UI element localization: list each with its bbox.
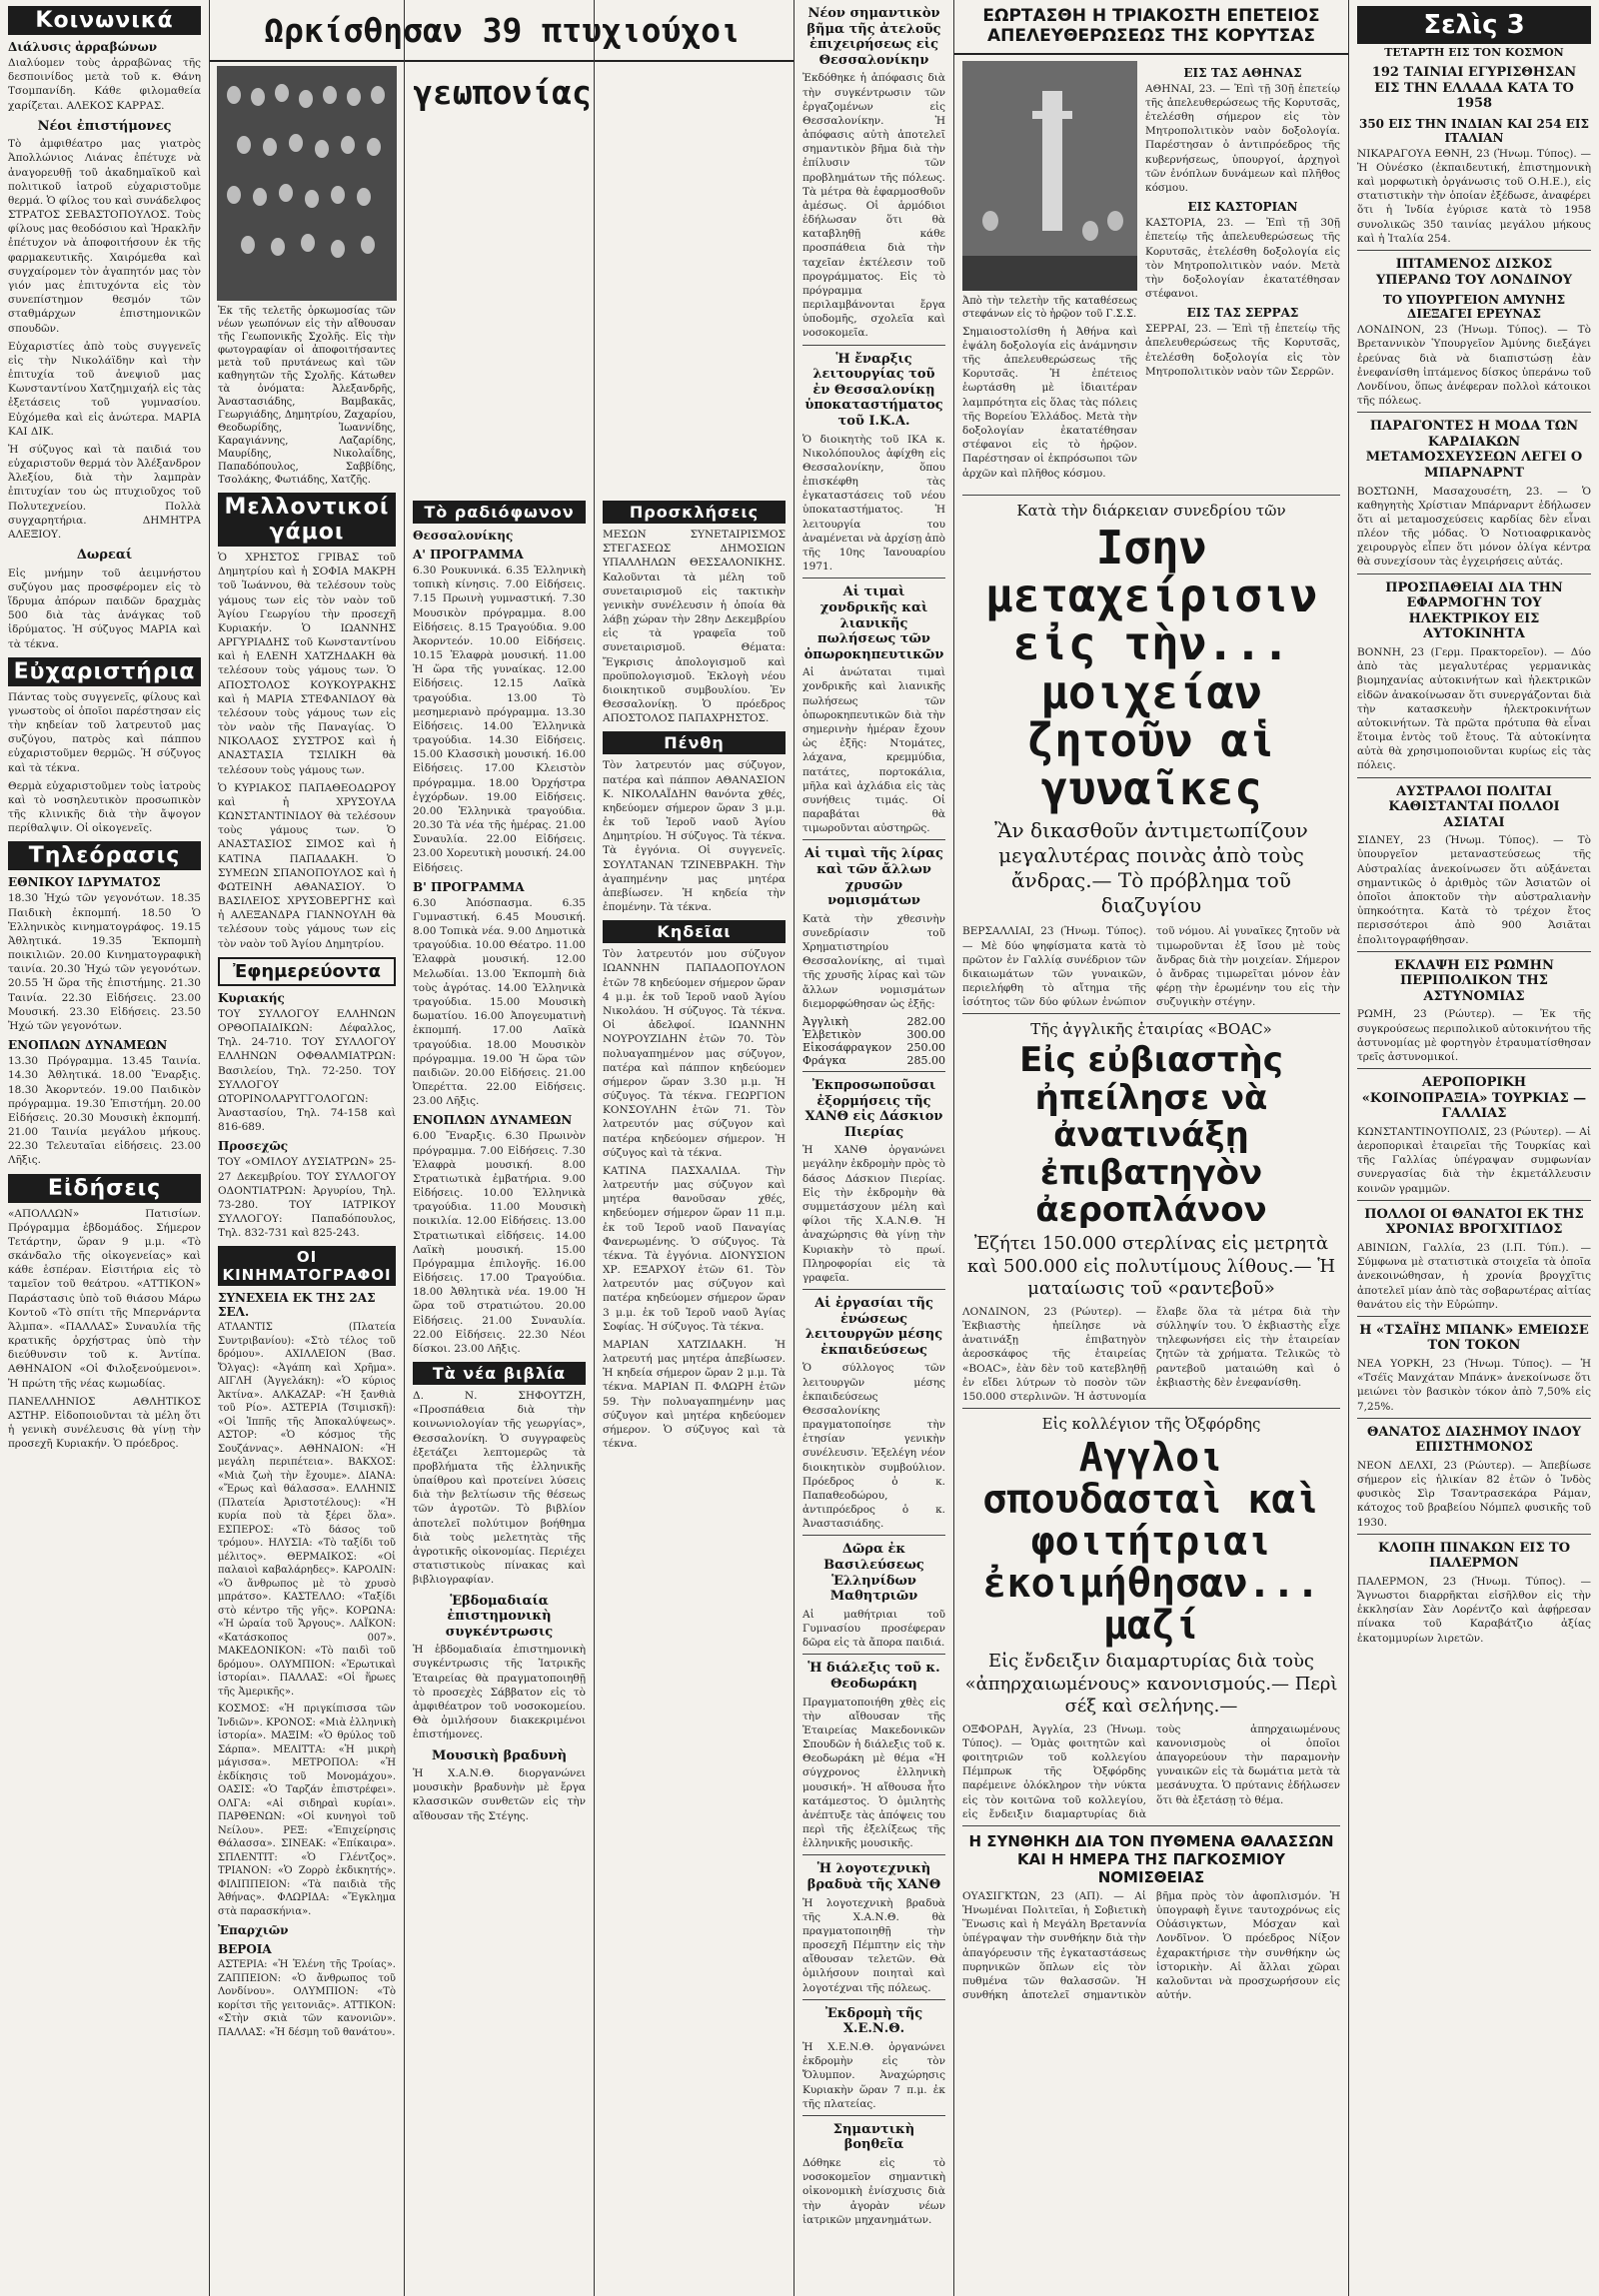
article-text: Αἱ μαθήτριαι τοῦ Γυμνασίου προσέφεραν δῶρα εἰς τὰ ἄπορα παιδιά. — [802, 1608, 945, 1650]
article-text: ΠΑΝΕΛΛΗΝΙΟΣ ΑΘΛΗΤΙΚΟΣ ΑΣΤΗΡ. Εἰδοποιοῦνται τὰ μέλη ὅτι ἡ γενικὴ συνέλευσις θὰ γίνῃ τὴν προσεχῆ Κυριακήν. Ὁ πρόεδρος. — [8, 1395, 201, 1451]
price-row: Φράγκα 285.00 — [802, 1053, 945, 1067]
cinema-listing: ΑΣΤΕΡΙΑ: «Ἡ Ἑλένη τῆς Τροίας». ΖΑΠΠΕΙΟΝ: «Ὁ ἄνθρωπος τοῦ Λονδίνου». ΟΛΥΜΠΙΟΝ: «Τὸ κορίτσι τῆς γειτονιᾶς». ΑΤΤΙΚΟΝ: «Στὴν σκιὰ τῶν κανονιῶν». ΠΑΛΛΑΣ: «Ἡ δέσμη τοῦ θανάτου». — [218, 1959, 396, 2038]
article-text: «ΑΠΟΛΛΩΝ» Πατισίων. Πρόγραμμα ἑβδομάδος. Σήμερον Τετάρτην, ὥραν 9 μ.μ. «Τὸ σκάνδαλο τῆς οἰκογενείας» καὶ κάθε ἑσπέραν. Εἰσιτήρια εἰς τὸ ταμεῖον τοῦ θεάτρου. «ΑΤΤΙΚΟΝ» Παράστασις ὑπὸ τοῦ θιάσου Μάρω Κοντοῦ «Τὸ σπίτι τῆς Μπερνάρντα Άλμπα». «ΠΑΛΛΑΣ» Συναυλία τῆς κρατικῆς ὀρχήστρας ὑπὸ τὴν διεύθυνσιν τοῦ κ. Ἀντίπα. ΑΘΗΝΑΙΟΝ «Οἱ Φιλοξενούμενοι». Ἡ πρώτη τῆς νέας κωμωδίας. — [8, 1207, 201, 1390]
article-headline: ΠΟΛΛΟΙ ΟΙ ΘΑΝΑΤΟΙ ΕΚ ΤΗΣ ΧΡΟΝΙΑΣ ΒΡΟΓΧΙΤΙΔΟΣ — [1364, 1206, 1584, 1238]
article-text: ΠΑΛΕΡΜΟΝ, 23 (Ἠνωμ. Τύπος). — Ἄγνωστοι διαρρῆκται εἰσῆλθον εἰς τὴν ἐκκλησίαν Σὰν Λορέντζο καὶ ἀφῄρεσαν πίνακα τοῦ Καραβάτζιο ἀξίας ἑκατομμυρίων λιρετῶν. — [1357, 1575, 1591, 1645]
article-text: ΜΑΡΙΑΝ ΧΑΤΖΙΔΑΚΗ. Ἡ λατρευτή μας μητέρα ἀπεβίωσεν. Ἡ κηδεία σήμερον ὥραν 2 μ.μ. Τὰ τέκνα. ΜΑΡΙΑΝ Π. ΦΛΩΡΗ ἐτῶν 59. Τὴν πολυαγαπημένην μας σύζυγον καὶ μητέρα κηδεύομεν σήμερον. Ὁ σύζυγος καὶ τὰ τέκνα. — [603, 1338, 786, 1451]
article-text: ΟΞΦΟΡΔΗ, Ἀγγλία, 23 (Ἠνωμ. Τύπος). — Ὁμὰς φοιτητῶν καὶ φοιτητριῶν τοῦ κολλεγίου Πέμπρωκ τῆς Ὀξφόρδης παρέμεινε ὁλόκληρον τὴν νύκτα εἰς τὸν κοιτῶνα τοῦ κολλεγίου, εἰς ἔνδειξιν διαμαρτυρίας διὰ τοὺς ἀπηρχαιωμένους κανονισμοὺς οἱ ὁποῖοι ἀπαγορεύουν τὴν παραμονὴν γυναικῶν εἰς τὰ δωμάτια μετὰ τὰ μεσάνυχτα. Ὁ πρύτανις ἐδήλωσεν ὅτι θὰ ἐξετάσῃ τὸ θέμα. — [962, 1722, 1340, 1820]
column-1 — [0, 0, 210, 2296]
cinema-listing: ΑΤΛΑΝΤΙΣ (Πλατεία Συντριβανίου): «Στὸ τέλος τοῦ δρόμου». ΑΧΙΛΛΕΙΟΝ (Βασ. Ὄλγας): «Ἀγάπη καὶ Χρῆμα». ΑΙΓΛΗ (Ἀγγελάκη): «Ὁ κύριος Ἀκτίνα». ΑΛΚΑΖΑΡ: «Ἡ ξανθιὰ τοῦ Ρίο». ΑΣΤΕΡΙΑ (Τσιμισκῆ): «Οἱ Ἱππῆς τῆς Ἀποκαλύψεως». ΑΣΤΟΡ: «Ὁ κόσμος τῆς Σουζάννας». ΑΘΗΝΑΙΟΝ: «Ἡ μεγάλη περιπέτεια». ΒΑΚΧΟΣ: «Μιὰ ζωὴ τὴν ἔχουμε». ΔΙΑΝΑ: «Ἔρως καὶ θάλασσα». ΕΛΛΗΝΙΣ (Πλατεία Ἀριστοτέλους): «Ἡ κυρία ποὺ τὰ ξέρει ὅλα». ΕΣΠΕΡΟΣ: «Τὸ δάσος τοῦ τρόμου». ΗΛΥΣΙΑ: «Τὸ ταξίδι τοῦ μέλιτος». ΘΕΡΜΑΙΚΟΣ: «Οἱ παλαιοὶ καβαλάρηδες». ΚΑΡΟΛΙΝ: «Ὁ ἄνθρωπος μὲ τὸ χρυσὸ μπράτσο». ΚΑΣΤΕΛΛΟ: «Ταξίδι στὸ κέντρο τῆς γῆς». ΚΟΡΩΝΑ: «Ἡ ὡραία τοῦ Ἄργους». ΛΑΪΚΟΝ: «Κατάσκοπος 007». ΜΑΚΕΔΟΝΙΚΟΝ: «Τὸ παιδὶ τοῦ δρόμου». ΟΛΥΜΠΙΟΝ: «Ἐρωτικαὶ ἱστορίαι». ΠΑΛΛΑΣ: «Οἱ ἥρωες τῆς Ἀμερικῆς». — [218, 1322, 396, 1698]
subhead: ΕΙΣ ΚΑΣΤΟΡΙΑΝ — [1187, 200, 1298, 215]
article-headline: ΕΩΡΤΑΣΘΗ Η ΤΡΙΑΚΟΣΤΗ ΕΠΕΤΕΙΟΣ ΑΠΕΛΕΥΘΕΡΩΣΕΩΣ ΤΗΣ ΚΟΡΥΤΣΑΣ — [954, 0, 1348, 55]
article-text: Αἱ ἀνώταται τιμαὶ χονδρικῆς καὶ λιανικῆς πωλήσεως τῶν ὀπωροκηπευτικῶν διὰ τὴν σημερινὴν ἡμέραν ἔχουν ὡς ἑξῆς: Ντομάτες, λάχανα, κρεμμύδια, πατάτες, πορτοκάλια, μῆλα καὶ ἀχλάδια εἰς τὰς συνήθεις τιμάς. Οἱ παραβάται θὰ τιμωροῦνται αὐστηρῶς. — [802, 666, 945, 835]
subhead: Ἑβδομαδιαία ἐπιστημονικὴ συγκέντρωσις — [445, 1593, 554, 1640]
article-text: ΑΘΗΝΑΙ, 23. — Ἐπὶ τῇ 30ῇ ἐπετείῳ τῆς ἀπελευθερώσεως τῆς Κορυτσᾶς, ἐτελέσθη σήμερον εἰς τὸν Μητροπολιτικὸν ναὸν δοξολογία. Παρέστησαν ὁ ἀντιπρόεδρος τῆς κυβερνήσεως, ὑπουργοί, ἀρχηγοὶ τῶν ἐνόπλων δυνάμεων καὶ πλῆθος κόσμου. — [1145, 82, 1340, 194]
kicker: Εἰς κολλέγιον τῆς Ὀξφόρδης — [1041, 1415, 1261, 1434]
gold-price-table — [802, 1015, 945, 1067]
article-headline: Ἡ λογοτεχνικὴ βραδυὰ τῆς ΧΑΝΘ — [806, 1861, 941, 1893]
article-text: Ἡ Χ.Α.Ν.Θ. διοργανώνει μουσικὴν βραδυνὴν μὲ ἔργα κλασσικῶν συνθετῶν εἰς τὴν αἴθουσαν τῆς Στέγης. — [413, 1767, 586, 1822]
photo-caption: Ἐκ τῆς τελετῆς ὁρκωμοσίας τῶν νέων γεωπόνων εἰς τὴν αἴθουσαν τῆς Γεωπονικῆς Σχολῆς. Εἰς τὴν φωτογραφίαν οἱ ἀποφοιτήσαντες μετὰ τοῦ πρυτάνεως καὶ τῶν καθηγητῶν τῆς Σχολῆς. Κάτωθεν τὰ ὀνόματα: Ἀλεξανδρῆς, Ἀναστασιάδης, Βαμβακᾶς, Γεωργιάδης, Δημητρίου, Ζαχαρίου, Θεοδωρίδης, Ἰωαννίδης, Καραγιάννης, Λαζαρίδης, Μαυρίδης, Νικολαΐδης, Παπαδόπουλος, Σαββίδης, Τσολάκης, Φωτιάδης, Χατζῆς. — [218, 306, 396, 486]
section-dateline: ΤΕΤΑΡΤΗ ΕΙΣ ΤΟΝ ΚΟΣΜΟΝ — [1384, 46, 1564, 59]
page-number: Σελὶς 3 — [1357, 6, 1591, 44]
column-5 — [795, 0, 954, 2296]
lead-subhead: Ἐζήτει 150.000 στερλίνας εἰς μετρητὰ καὶ 500.000 εἰς πολυτίμους λίθους.— Ἡ ματαίωσις τοῦ «ραντεβοῦ» — [966, 1233, 1336, 1300]
article-headline: ΚΛΟΠΗ ΠΙΝΑΚΩΝ ΕΙΣ ΤΟ ΠΑΛΕΡΜΟΝ — [1377, 1540, 1571, 1572]
subhead: Κυριακής — [218, 990, 285, 1005]
subhead: ΒΕΡΟΙΑ — [218, 1942, 272, 1957]
price-row: Ἑλβετικὸν 300.00 — [802, 1027, 945, 1041]
subhead: Δωρεαί — [76, 548, 133, 564]
section-header-weddings: Μελλοντικοί γάμοι — [218, 493, 396, 547]
article-headline: Νέον σημαντικὸν βῆμα τῆς ἀτελοῦς ἐπιχειρήσεως εἰς Θεσσαλονίκην — [806, 6, 941, 68]
article-headline: ΑΥΣΤΡΑΛΟΙ ΠΟΛΙΤΑΙ ΚΑΘΙΣΤΑΝΤΑΙ ΠΟΛΛΟΙ ΑΣΙΑΤΑΙ — [1388, 783, 1560, 830]
article-text: Κατὰ τὴν χθεσινὴν συνεδρίασιν τοῦ Χρηματιστηρίου Θεσσαλονίκης, αἱ τιμαὶ τῆς χρυσῆς λίρας καὶ τῶν ἄλλων νομισμάτων διεμορφώθησαν ὡς ἑξῆς: — [802, 912, 945, 1010]
radio-schedule: 6.30 Ρουκυνικά. 6.35 Ἑλληνικὴ τοπικὴ κίνησις. 7.00 Εἰδήσεις. 7.15 Πρωινὴ γυμναστική. 7.30 Μουσικὸν πρόγραμμα. 8.00 Εἰδήσεις. 8.15 Τραγούδια. 9.00 Ἀκορντεόν. 10.00 Εἰδήσεις. 10.15 Ἐλαφρὰ μουσική. 11.00 Ἡ ὥρα τῆς γυναίκας. 12.00 Εἰδήσεις. 12.15 Λαϊκὰ τραγούδια. 13.00 Τὸ μεσημεριανὸ πρόγραμμα. 13.30 Εἰδήσεις. 14.00 Ἐλληνικὰ τραγούδια. 14.30 Εἰδήσεις. 15.00 Κλασσικὴ μουσική. 16.00 Εἰδήσεις. 17.00 Κλειστὸν πρόγραμμα. 18.00 Ὀρχήστρα ἐγχόρδων. 19.00 Εἰδήσεις. 20.00 Ἑλληνικὰ τραγούδια. 20.30 Τὰ νέα τῆς ἡμέρας. 21.00 Συναυλία. 22.00 Εἰδήσεις. 23.00 Χορευτικὴ μουσική. 24.00 Εἰδήσεις. — [413, 565, 586, 874]
section-header-mourning: Πένθη — [603, 731, 786, 754]
article-text: Ὁ ΧΡΗΣΤΟΣ ΓΡΙΒΑΣ τοῦ Δημητρίου καὶ ἡ ΣΟΦΙΑ ΜΑΚΡΗ τοῦ Ἰωάννου, θὰ τελέσουν τοὺς γάμους των εἰς τὸν ναὸν τοῦ Ἁγίου Γεωργίου τὴν προσεχῆ Κυριακήν. Ὁ ΙΩΑΝΝΗΣ ΑΡΓΥΡΙΑΔΗΣ τοῦ Κωνσταντίνου καὶ ἡ ΕΛΕΝΗ ΧΑΤΖΗΔΑΚΗ θὰ τελέσουν τοὺς γάμους των. Ὁ ΑΠΟΣΤΟΛΟΣ ΚΟΥΚΟΥΡΑΚΗΣ καὶ ἡ ΜΑΡΙΑ ΣΤΕΦΑΝΙΔΟΥ θὰ τελέσουν τοὺς γάμους των εἰς τὸν ναὸν τῆς Παναγίας. Ὁ ΝΙΚΟΛΑΟΣ ΣΥΣΤΡΟΣ καὶ ἡ ΑΝΑΣΤΑΣΙΑ ΤΣΙΛΙΚΗ θὰ τελέσουν τοὺς γάμους των. — [218, 552, 396, 776]
subhead: ΕΙΣ ΤΑΣ ΣΕΡΡΑΣ — [1186, 306, 1299, 321]
photo-caption: Ἀπὸ τὴν τελετὴν τῆς καταθέσεως στεφάνων εἰς τὸ ἡρῷον τοῦ Γ.Σ.Σ. — [962, 295, 1137, 320]
lead-subhead: Ἂν δικασθοῦν ἀντιμετωπίζουν μεγαλυτέρας ποινὰς ἀπὸ τοὺς ἄνδρας.— Τὸ πρόβλημα τοῦ διαζυγίου — [994, 818, 1308, 918]
subhead: ΕΙΣ ΤΑΣ ΑΘΗΝΑΣ — [1183, 65, 1302, 80]
article-text: 13.30 Πρόγραμμα. 13.45 Ταινία. 14.30 Ἀθλητικά. 18.00 Ἔναρξις. 18.30 Ἀκορντεόν. 19.00 Παιδικὸν πρόγραμμα. 19.30 Ἐπιστήμη. 20.00 Εἰδήσεις. 20.30 Μουσικὴ ἐκπομπή. 21.00 Ταινία μεγάλου μήκους. 22.30 Τελευταῖαι εἰδήσεις. 23.00 Λῆξις. — [8, 1055, 201, 1167]
article-text: Διαλύομεν τοὺς ἀρραβῶνας τῆς δεσποινίδος μετὰ τοῦ κ. Θάνη Τσομπανίδη. Κάθε φιλομαθεία χαρίζεται. ΑΛΕΚΟΣ ΚΑΡΡΑΣ. — [8, 57, 201, 112]
lead-headline: Ισην μεταχείρισιν εἰς τὴν... μοιχείαν ζητοῦν αἱ γυναῖκες — [984, 520, 1318, 816]
article-text: ΛΟΝΔΙΝΟΝ, 23 (Ρώυτερ). — Ἐκβιαστὴς ἠπείλησε νὰ ἀνατινάξῃ ἐπιβατηγὸν ἀεροσκάφος τῆς ἑταιρείας «ΒΟΑC», ἐὰν δὲν τοῦ κατεβληθῇ ἐν εἴδει λύτρων τὸ ποσὸν τῶν 150.000 στερλινῶν. Ἡ ἀστυνομία ἔλαβε ὅλα τὰ μέτρα διὰ τὴν σύλληψίν του. Ὁ ἐκβιαστὴς εἶχε τηλεφωνήσει εἰς τὴν ἑταιρείαν ζητῶν τὰ χρήματα. Τελικῶς τὸ ραντεβοῦ ματαιώθη καὶ ὁ ἐκβιαστὴς δὲν ἐνεφανίσθη. — [962, 1305, 1340, 1403]
article-text: ΚΩΝΣΤΑΝΤΙΝΟΥΠΟΛΙΣ, 23 (Ρώυτερ). — Αἱ ἀεροπορικαὶ ἑταιρεῖαι τῆς Τουρκίας καὶ τῆς Γαλλίας ὑπέγραψαν συμφωνίαν συνεργασίας διὰ τὴν ἐκμετάλλευσιν κοινῶν γραμμῶν. — [1357, 1125, 1591, 1195]
article-text: Ἡ σύζυγος καὶ τὰ παιδιά του εὐχαριστοῦν θερμά τὸν Ἀλέξανδρον Ἀλεξίου, διὰ τὴν λαμπρὰν ἐπιτυχίαν του ὡς πτυχιοῦχος τοῦ Πολυτεχνείου. Πολλὰ συγχαρητήρια. ΔΗΜΗΤΡΑ ΑΛΕΞΙΟΥ. — [8, 443, 201, 541]
article-text: Ὁ σύλλογος τῶν λειτουργῶν μέσης ἐκπαιδεύσεως Θεσσαλονίκης πραγματοποίησε τὴν ἐτησίαν γενικὴν συνέλευσιν. Ἐξελέγη νέον διοικητικὸν συμβούλιον. Πρόεδρος ὁ κ. Παπαθεοδώρου, ἀντιπρόεδρος ὁ κ. Ἀναστασιάδης. — [802, 1362, 945, 1531]
radio-schedule: 6.30 Ἀπόσπασμα. 6.35 Γυμναστική. 6.45 Μουσική. 8.00 Τοπικὰ νέα. 9.00 Δημοτικὰ τραγούδια. 10.00 Θέατρο. 11.00 Ἐλαφρὰ μουσική. 12.00 Μελωδίαι. 13.00 Ἐκπομπὴ διὰ τοὺς ἀγρότας. 14.00 Ἑλληνικὰ τραγούδια. 15.00 Μουσικὴ δωματίου. 16.00 Ἀπογευματινὴ ἐκπομπή. 17.00 Λαϊκὰ τραγούδια. 18.00 Μουσικὸν πρόγραμμα. 19.00 Ἡ ὥρα τῶν παιδιῶν. 20.00 Εἰδήσεις. 21.00 Ὀπερέττα. 22.00 Εἰδήσεις. 23.00 Λῆξις. — [413, 896, 586, 1108]
article-text: ΣΙΔΝΕΥ, 23 (Ἠνωμ. Τύπος). — Τὸ ὑπουργεῖον μεταναστεύσεως τῆς Αὐστραλίας ἀνεκοίνωσεν ὅτι αὐξάνεται σημαντικῶς ὁ ἀριθμὸς τῶν Ἀσιατῶν οἱ ὁποῖοι ἀποκτοῦν τὴν αὐστραλιανὴν ὑπηκοότητα. Κατὰ τὸ τρέχον ἔτος περισσότεροι ἀπὸ 900 Ἀσιᾶται ἐπολιτογραφήθησαν. — [1357, 834, 1591, 946]
subhead: ΕΝΟΠΛΩΝ ΔΥΝΑΜΕΩΝ — [8, 1038, 168, 1053]
article-headline: Αἱ ἐργασίαι τῆς ἑνώσεως λειτουργῶν μέσης ἐκπαιδεύσεως — [804, 1296, 943, 1358]
section-header-social: Κοινωνικά — [8, 6, 201, 35]
article-text: Πάντας τοὺς συγγενεῖς, φίλους καὶ γνωστοὺς οἱ ὁποῖοι παρέστησαν εἰς τὴν κηδείαν τοῦ λατρευτοῦ μας συζύγου, πατρὸς καὶ πάππου εὐχαριστοῦμεν θερμῶς. Ἡ σύζυγος καὶ τὰ τέκνα. — [8, 690, 201, 774]
subhead: ΕΝΟΠΛΩΝ ΔΥΝΑΜΕΩΝ — [413, 1113, 573, 1128]
article-text: Ὁ ΚΥΡΙΑΚΟΣ ΠΑΠΑΘΕΟΔΩΡΟΥ καὶ ἡ ΧΡΥΣΟΥΛΑ ΚΩΝΣΤΑΝΤΙΝΙΔΟΥ θὰ τελέσουν τοὺς γάμους των. Ὁ ΑΝΑΣΤΑΣΙΟΣ ΣΙΜΟΣ καὶ ἡ ΚΑΤΙΝΑ ΠΑΠΑΔΑΚΗ. Ὁ ΣΥΜΕΩΝ ΣΠΑΝΟΠΟΥΛΟΣ καὶ ἡ ΦΩΤΕΙΝΗ ΑΘΑΝΑΣΙΟΥ. Ὁ ΒΑΣΙΛΕΙΟΣ ΧΡΥΣΟΒΕΡΓΗΣ καὶ ἡ ΑΛΕΞΑΝΔΡΑ ΓΙΑΝΝΟΥΛΗ θὰ τελέσουν τοὺς γάμους των εἰς τὸν ναὸν τοῦ Ἁγίου Δημητρίου. — [218, 781, 396, 950]
article-text: Πραγματοποιήθη χθὲς εἰς τὴν αἴθουσαν τῆς Ἑταιρείας Μακεδονικῶν Σπουδῶν ἡ διάλεξις τοῦ κ. Θεοδωράκη μὲ θέμα «Ἡ σύγχρονος ἑλληνικὴ μουσική». Ἡ αἴθουσα ἦτο κατάμεστος. Ὁ ὁμιλητὴς ἀνέπτυξε τὰς ἀπόψεις του περὶ τῆς ἐξελίξεως τῆς ἑλληνικῆς μουσικῆς. — [802, 1696, 945, 1850]
article-text: ΝΙΚΑΡΑΓΟΥΑ ΕΘΝΗ, 23 (Ἠνωμ. Τύπος). — Ἡ Οὐνέσκο (ἐκπαιδευτική, ἐπιστημονικὴ καὶ μορφωτικὴ ὀργάνωσις τοῦ Ο.Η.Ε.), εἰς στατιστικὴν τὴν ὁποίαν ἐξέδωσε, ἀναφέρει ὅτι ἡ Ἰνδία ἐγύρισε κατὰ τὸ 1958 συνολικῶς 350 ταινίας μεγάλου μήκους καὶ ἡ Ἰταλία 254. — [1357, 147, 1591, 245]
article-headline: ΠΡΟΣΠΑΘΕΙΑΙ ΔΙΑ ΤΗΝ ΕΦΑΡΜΟΓΗΝ ΤΟΥ ΗΛΕΚΤΡΙΚΟΥ ΕΙΣ ΑΥΤΟΚΙΝΗΤΑ — [1385, 579, 1563, 642]
article-subhead: 350 ΕΙΣ ΤΗΝ ΙΝΔΙΑΝ ΚΑΙ 254 ΕΙΣ ΙΤΑΛΙΑΝ — [1358, 116, 1590, 145]
article-text: ΑΒΙΝΙΩΝ, Γαλλία, 23 (Ι.Π. Τύπ.). — Σύμφωνα μὲ στατιστικὰ στοιχεῖα τὰ ὁποῖα ἀνεκοινώθησαν, ἡ χρονία βρογχῖτις ἀποτελεῖ μίαν ἀπὸ τὰς σοβαρωτέρας αἰτίας θανάτου εἰς τὴν Εὐρώπην. — [1357, 1241, 1591, 1311]
article-text: ΝΕΑ ΥΟΡΚΗ, 23 (Ἠνωμ. Τύπος). — Ἡ «Τσέϊς Μανχάταν Μπάνκ» ἀνεκοίνωσε ὅτι μειώνει τὸν βασικὸν τόκον ἀπὸ 7,50% εἰς 7,25%. — [1357, 1358, 1591, 1413]
section-header-books: Τὰ νέα βιβλία — [413, 1362, 586, 1385]
article-headline: Σημαντικὴ βοηθεῖα — [832, 2121, 915, 2153]
section-header-on-duty: Ἐφημερεύοντα — [218, 957, 396, 986]
column-6 — [954, 0, 1349, 2296]
subhead: Προσεχῶς — [218, 1139, 289, 1154]
article-text: ΤΟΥ ΣΥΛΛΟΓΟΥ ΕΛΛΗΝΩΝ ΟΡΘΟΠΑΙΔΙΚΩΝ: Δέφαλλος, Τηλ. 24-710. ΤΟΥ ΣΥΛΛΟΓΟΥ ΕΛΛΗΝΩΝ ΟΦΘΑΛΜΙΑΤΡΩΝ: Βασιλείου, Τηλ. 72-250. ΤΟΥ ΣΥΛΛΟΓΟΥ ΩΤΟΡΙΝΟΛΑΡΥΓΓΟΛΟΓΩΝ: Ἀναστασίου, Τηλ. 74-158 καὶ 816-689. — [218, 1007, 396, 1134]
article-text: Σημαιοστολίσθη ἡ Ἀθήνα καὶ ἐψάλη δοξολογία εἰς ἀνάμνησιν τῆς ἀπελευθερώσεως τῆς Κορυτσᾶς. Ἡ ἐπέτειος ἑωρτάσθη μὲ ἰδιαιτέραν λαμπρότητα εἰς ὅλας τὰς πόλεις τῆς Βορείου Ἑλλάδος. Μετὰ τὴν δοξολογίαν ἐκατατέθησαν στέφανοι εἰς τὸ ἡρῷον. Παρέστησαν οἱ ἐκπρόσωποι τῶν ἀρχῶν καὶ πλῆθος κόσμου. — [962, 325, 1137, 480]
graduates-photo — [217, 66, 397, 301]
column-3 — [405, 0, 595, 2296]
column-2 — [210, 0, 405, 2296]
article-text: ΡΩΜΗ, 23 (Ρώυτερ). — Ἐκ τῆς συγκρούσεως περιπολικοῦ αὐτοκινήτου τῆς ἀστυνομίας μὲ φορτηγὸν ἐτραυματίσθησαν τρεῖς ἀστυνομικοί. — [1357, 1008, 1591, 1063]
article-text: ΟΥΑΣΙΓΚΤΩΝ, 23 (ΑΠ). — Αἱ Ἡνωμέναι Πολιτεῖαι, ἡ Σοβιετικὴ Ἕνωσις καὶ ἡ Μεγάλη Βρεταννία ὑπέγραψαν τὴν συνθήκην διὰ τὴν ἀπαγόρευσιν τῆς ἐγκαταστάσεως πυρηνικῶν ὅπλων εἰς τὸν πυθμένα τῶν θαλασσῶν. Ἡ συνθήκη ἀποτελεῖ σημαντικὸν βῆμα πρὸς τὸν ἀφοπλισμόν. Ἡ ὑπογραφὴ ἔγινε ταυτοχρόνως εἰς Οὐάσιγκτων, Μόσχαν καὶ Λονδῖνον. Ὁ πρόεδρος Νίξον ἐχαρακτήρισε τὴν συνθήκην ὡς ἱστορικὴν. Αἱ ἄλλαι χῶραι καλοῦνται νὰ προσχωρήσουν εἰς αὐτήν. — [962, 1889, 1340, 2002]
subhead: Θεσσαλονίκης — [413, 529, 514, 543]
kicker: Τῆς ἀγγλικῆς ἑταιρίας «ΒΟΑC» — [1030, 1020, 1272, 1039]
article-text: Δ. Ν. ΣΗΦΟΥΤΖΗ, «Προσπάθεια διὰ τὴν κοινωνιολογίαν τῆς γεωργίας», Θεσσαλονίκη. Ὁ συγγραφεὺς ἐξετάζει λεπτομερῶς τὰ προβλήματα τῆς ἑλληνικῆς ὑπαίθρου καὶ προτείνει λύσεις διὰ τὴν βελτίωσιν τῆς θέσεως τῶν ἀγροτῶν. Τὸ βιβλίον ἀποτελεῖ πολύτιμον βοήθημα διὰ τοὺς μελετητὰς τῆς ἀγροτικῆς οἰκονομίας. Περιέχει στατιστικοὺς πίνακας καὶ βιβλιογραφίαν. — [413, 1390, 586, 1587]
article-text: ΤΟΥ «ΟΜΙΛΟΥ ΔΥΣΙΑΤΡΩΝ» 25-27 Δεκεμβρίου. ΤΟΥ ΣΥΛΛΟΓΟΥ ΟΔΟΝΤΙΑΤΡΩΝ: Ἀργυρίου, Τηλ. 73-280. ΤΟΥ ΙΑΤΡΙΚΟΥ ΣΥΛΛΟΓΟΥ: Παπαδόπουλος, Τηλ. 832-731 καὶ 825-243. — [218, 1156, 396, 1240]
article-text: Ἡ ἑβδομαδιαία ἐπιστημονικὴ συγκέντρωσις τῆς Ἰατρικῆς Ἑταιρείας θὰ πραγματοποιηθῇ τὸ προσεχὲς Σάββατον εἰς τὸ ἀμφιθέατρον τοῦ νοσοκομείου. Θὰ ὁμιλήσουν διακεκριμένοι ἐπιστήμονες. — [413, 1644, 586, 1741]
subhead: ΣΥΝΕΧΕΙΑ ΕΚ ΤΗΣ 2ΑΣ ΣΕΛ. — [218, 1291, 376, 1320]
section-header-thanks: Εὐχαριστήρια — [8, 657, 201, 686]
article-headline: Ἐκδρομὴ τῆς Χ.Ε.Ν.Θ. — [824, 2005, 923, 2037]
main-headline: Ωρκίσθησαν 39 πτυχιούχοι γεωπονίας — [210, 0, 795, 62]
article-text: ΚΑΤΙΝΑ ΠΑΣΧΑΛΙΔΑ. Τὴν λατρευτήν μας σύζυγον καὶ μητέρα θανοῦσαν χθές, κηδεύομεν σήμερον ὥραν 11 π.μ. ἐκ τοῦ Ἱεροῦ ναοῦ Παναγίας Φανερωμένης. Ὁ σύζυγος. Τὰ τέκνα. Τὰ ἐγγόνια. ΔΙΟΝΥΣΙΟΝ ΧΡ. ΕΞΑΡΧΟΥ ἐτῶν 61. Τὸν λατρευτόν μας σύζυγον καὶ πατέρα κηδεύομεν σήμερον ὥραν 3 μ.μ. ἐκ τοῦ Ἱεροῦ ναοῦ Ἁγίας Σοφίας. Ἡ σύζυγος. Τὰ τέκνα. — [603, 1164, 786, 1333]
section-header-radio: Τὸ ραδιόφωνον — [413, 501, 586, 524]
article-text: ΜΕΣΩΝ ΣΥΝΕΤΑΙΡΙΣΜΟΣ ΣΤΕΓΑΣΕΩΣ ΔΗΜΟΣΙΩΝ ΥΠΑΛΛΗΛΩΝ ΘΕΣΣΑΛΟΝΙΚΗΣ. Καλοῦνται τὰ μέλη τοῦ συνεταιρισμοῦ εἰς τακτικὴν γενικὴν συνέλευσιν ἡ ὁποία θὰ λάβῃ χώραν τὴν 28ην Δεκεμβρίου εἰς τὰ γραφεῖα τοῦ συνεταιρισμοῦ. Θέματα: Ἔγκρισις ἀπολογισμοῦ καὶ προϋπολογισμοῦ. Ἐκλογὴ νέου διοικητικοῦ συμβουλίου. Ἐν Θεσσαλονίκῃ. Ὁ πρόεδρος ΑΠΟΣΤΟΛΟΣ ΠΑΠΑΧΡΗΣΤΟΣ. — [603, 529, 786, 725]
subhead: Α' ΠΡΟΓΡΑΜΜΑ — [413, 548, 524, 562]
article-text: ΒΟΝΝΗ, 23 (Γερμ. Πρακτορεῖον). — Δύο ἀπὸ τὰς μεγαλυτέρας γερμανικὰς βιομηχανίας αὐτοκινήτων καὶ ἡλεκτρικῶν εἰδῶν ἀνακοίνωσαν ὅτι συνεργάζονται διὰ τὴν κατασκευὴν ἠλεκτροκινήτων αὐτοκινήτων. Τὰ πρῶτα πρότυπα θὰ εἶναι ἕτοιμα ἐντὸς τοῦ ἔτους. Τὰ αὐτοκίνητα αὐτὰ θὰ χρησιμοποιοῦνται κυρίως εἰς τὰς πόλεις. — [1357, 645, 1591, 772]
wreath-ceremony-photo — [962, 61, 1137, 291]
lead-headline: Αγγλοι σπουδασταὶ καὶ φοιτήτριαι ἐκοιμήθησαν... μαζί — [982, 1435, 1320, 1650]
article-text: Τὸν λατρευτόν μου σύζυγον ΙΩΑΝΝΗΝ ΠΑΠΑΔΟΠΟΥΛΟΝ ἐτῶν 78 κηδεύομεν σήμερον ὥραν 4 μ.μ. ἐκ τοῦ Ἱεροῦ ναοῦ Ἁγίου Νικολάου. Ἡ σύζυγος. Τὰ τέκνα. Οἱ ἀδελφοί. ΙΩΑΝΝΗΝ ΝΟΥΡΟΥΖΙΔΗΝ ἐτῶν 70. Τὸν πολυαγαπημένον μας σύζυγον, πατέρα καὶ πάππον κηδεύομεν σήμερον ὥραν 3.30 μ.μ. Ἡ σύζυγος. Τὰ τέκνα. ΓΕΩΡΓΙΟΝ ΚΟΝΣΟΥΛΗΝ ἐτῶν 71. Τὸν λατρευτόν μας σύζυγον καὶ πατέρα κηδεύομεν σήμερον. Ἡ σύζυγος καὶ τὰ τέκνα. — [603, 948, 786, 1159]
article-text: Εἰς μνήμην τοῦ ἀειμνήστου συζύγου μας προσφέρομεν εἰς τὸ ἵδρυμα ἀπόρων παιδῶν δραχμὰς 500 διὰ τὰς ἀνάγκας τοῦ ἱδρύματος. Ἡ σύζυγος ΜΑΡΙΑ καὶ τὰ τέκνα. — [8, 567, 201, 650]
subhead: Διάλυσις ἀρραβώνων — [8, 40, 158, 54]
article-headline: Ἐκπροσωποῦσαι ἐξορμήσεις τῆς ΧΑΝΘ εἰς Δάσκιον Πιερίας — [804, 1077, 943, 1140]
section-header-tv: Τηλεόρασις — [8, 841, 201, 870]
section-header-funerals: Κηδεῖαι — [603, 920, 786, 943]
article-text: Ἡ ΧΑΝΘ ὀργανώνει μεγάλην ἐκδρομὴν πρὸς τὸ δάσος Δάσκιον Πιερίας. Εἰς τὴν ἐκδρομὴν θὰ συμμετάσχουν μέλη καὶ φίλοι τῆς Χ.Α.Ν.Θ. Ἡ ἀναχώρησις θὰ γίνῃ τὴν Κυριακὴν τὸ πρωί. Πληροφορίαι εἰς τὰ γραφεῖα. — [802, 1144, 945, 1284]
article-headline: 192 ΤΑΙΝΙΑΙ ΕΓΥΡΙΣΘΗΣΑΝ ΕΙΣ ΤΗΝ ΕΛΛΑΔΑ ΚΑΤΑ ΤΟ 1958 — [1371, 65, 1577, 112]
article-text: Ἡ Χ.Ε.Ν.Θ. ὀργανώνει ἐκδρομὴν εἰς τὸν Ὄλυμπον. Ἀναχώρησις Κυριακὴν ὥραν 7 π.μ. ἐκ τῆς πλατείας. — [802, 2041, 945, 2110]
article-text: Εὐχαριστίες ἀπὸ τοὺς συγγενεῖς εἰς τὴν Νικολάϊδην καὶ τὴν ἐπιτυχία τοῦ ἀνεψιοῦ μας Κωνσταντίνου Χατζημιχαήλ εἰς τὰς ἐξετάσεις τοῦ γυμνασίου. Εὐχόμεθα καὶ εἰς ἀνώτερα. ΜΑΡΙΑ ΚΑΙ ΔΙΚ. — [8, 340, 201, 438]
subhead: Νέοι ἐπιστήμονες — [37, 118, 172, 134]
lead-headline: Εἰς εὐβιαστὴς ἠπείλησε νὰ ἀνατινάξῃ ἐπιβατηγὸν ἀεροπλάνον — [1019, 1040, 1283, 1231]
article-text: ΣΕΡΡΑΙ, 23. — Ἐπὶ τῇ ἐπετείῳ τῆς ἀπελευθερώσεως τῆς Κορυτσᾶς, ἐτελέσθη δοξολογία εἰς τὸν Μητροπολιτικὸν ναὸν τῶν Σερρῶν. — [1145, 323, 1340, 378]
article-text: ΝΕΟΝ ΔΕΛΧΙ, 23 (Ρώυτερ). — Ἀπεβίωσε σήμερον εἰς ἡλικίαν 82 ἐτῶν ὁ Ἰνδὸς φυσικὸς Σὶρ Τσαντρασεκάρα Ράμαν, κάτοχος τοῦ βραβείου Νόμπελ φυσικῆς τοῦ 1930. — [1357, 1459, 1591, 1529]
article-subhead: ΤΟ ΥΠΟΥΡΓΕΙΟΝ ΑΜΥΝΗΣ ΔΙΕΞΑΓΕΙ ΕΡΕΥΝΑΣ — [1382, 293, 1566, 322]
article-text: Θερμὰ εὐχαριστοῦμεν τοὺς ἰατροὺς καὶ τὸ νοσηλευτικὸν προσωπικὸν τῆς κλινικῆς διὰ τὴν ἄψογον περίθαλψιν. Οἱ οἰκογενεῖς. — [8, 779, 201, 835]
section-header-news: Εἰδήσεις — [8, 1174, 201, 1203]
subhead: Ἐπαρχιῶν — [218, 1923, 289, 1938]
article-text: Τὸν λατρευτόν μας σύζυγον, πατέρα καὶ πάππον ΑΘΑΝΑΣΙΟΝ Κ. ΝΙΚΟΛΑΪΔΗΝ θανόντα χθές, κηδεύομεν σήμερον ὥραν 3 μ.μ. ἐκ τοῦ Ἱεροῦ ναοῦ Ἁγίου Δημητρίου. Ἡ σύζυγος. Τὰ τέκνα. Τὰ ἐγγόνια. Οἱ συγγενεῖς. ΣΟΥΛΤΑΝΑΝ ΤΖΙΝΕΒΡΑΚΗ. Τὴν ἀγαπημένην μας μητέρα ἀπεβίωσεν. Ἡ κηδεία τὴν ἐπομένην. Τὰ τέκνα. — [603, 759, 786, 914]
article-text: ΒΕΡΣΑΛΛΙΑΙ, 23 (Ἠνωμ. Τύπος). — Μὲ δύο ψηφίσματα κατὰ τὸ πρῶτον ἐν Γαλλίᾳ συνέδριον τῶν δικαιωμάτων τῶν γυναικῶν, περιελήφθη τὸ αἴτημα τῆς ἰσότητος τῶν δύο φύλων ἐνώπιον τοῦ νόμου. Αἱ γυναῖκες ζητοῦν νὰ τιμωροῦνται ἐξ ἴσου μὲ τοὺς ἄνδρας διὰ τὴν μοιχείαν. Σήμερον ὁ ἄνδρας τιμωρεῖται μόνον ἐὰν φέρῃ τὴν ἐρωμένην του εἰς τὴν συζυγικὴν στέγην. — [962, 925, 1340, 1009]
article-headline: Ἡ ἔναρξις λειτουργίας τοῦ ἐν Θεσσαλονίκῃ ὑποκαταστήματος τοῦ Ι.Κ.Α. — [804, 351, 943, 430]
article-text: Δόθηκε εἰς τὸ νοσοκομεῖον σημαντικὴ οἰκονομικὴ ἐνίσχυσις διὰ τὴν ἀγορὰν νέων ἰατρικῶν μηχανημάτων. — [802, 2157, 945, 2226]
article-headline: ΠΑΡΑΓΟΝΤΕΣ Η ΜΟΔΑ ΤΩΝ ΚΑΡΔΙΑΚΩΝ ΜΕΤΑΜΟΣΧΕΥΣΕΩΝ ΛΕΓΕΙ Ο ΜΠΑΡΝΑΡΝΤ — [1365, 419, 1583, 481]
article-headline: Αἱ τιμαὶ τῆς λίρας καὶ τῶν ἄλλων χρυσῶν νομισμάτων — [804, 846, 943, 909]
article-headline: ΕΚΛΑΨΗ ΕΙΣ ΡΩΜΗΝ ΠΕΡΙΠΟΛΙΚΟΝ ΤΗΣ ΑΣΤΥΝΟΜΙΑΣ — [1394, 957, 1554, 1004]
article-headline: Η ΣΥΝΘΗΚΗ ΔΙΑ ΤΟΝ ΠΥΘΜΕΝΑ ΘΑΛΑΣΣΩΝ ΚΑΙ Η ΗΜΕΡΑ ΤΗΣ ΠΑΓΚΟΣΜΙΟΥ ΝΟΜΙΣΘΕΙΑΣ — [968, 1831, 1334, 1886]
price-row: Εἰκοσάφραγκον 250.00 — [802, 1040, 945, 1054]
article-headline: ΘΑΝΑΤΟΣ ΔΙΑΣΗΜΟΥ ΙΝΔΟΥ ΕΠΙΣΤΗΜΟΝΟΣ — [1367, 1424, 1581, 1456]
article-headline: Αἱ τιμαὶ χονδρικῆς καὶ λιανικῆς πωλήσεως τῶν ὀπωροκηπευτικῶν — [803, 584, 944, 662]
article-headline: ΙΠΤΑΜΕΝΟΣ ΔΙΣΚΟΣ ΥΠΕΡΑΝΩ ΤΟΥ ΛΟΝΔΙΝΟΥ — [1375, 256, 1573, 288]
article-text: Ὁ διοικητὴς τοῦ ΙΚΑ κ. Νικολόπουλος ἀφίχθη εἰς Θεσσαλονίκην, ὅπου ἐπισκέφθη τὰς ἐγκαταστάσεις τοῦ νέου ὑποκαταστήματος. Ἡ λειτουργία του ἀναμένεται νὰ ἀρχίσῃ ἀπὸ τῆς 10ης Ἰανουαρίου 1971. — [802, 433, 945, 574]
section-header-invitations: Προσκλήσεις — [603, 501, 786, 524]
subhead: ΕΘΝΙΚΟΥ ΙΔΡΥΜΑΤΟΣ — [8, 875, 161, 890]
price-row: Ἀγγλικὴ 282.00 — [802, 1014, 945, 1028]
radio-schedule: 6.00 Ἔναρξις. 6.30 Πρωινὸν πρόγραμμα. 7.00 Εἰδήσεις. 7.30 Ἐλαφρὰ μουσική. 8.00 Στρατιωτικὰ ἐμβατήρια. 9.00 Εἰδήσεις. 10.00 Ἑλληνικὰ τραγούδια. 11.00 Μουσικὴ ποικιλία. 12.00 Εἰδήσεις. 13.00 Στρατιωτικαὶ εἰδήσεις. 14.00 Λαϊκὴ μουσική. 15.00 Πρόγραμμα ἐπιλογῆς. 16.00 Εἰδήσεις. 17.00 Τραγούδια. 18.00 Ἀθλητικὰ νέα. 19.00 Ἡ ὥρα τοῦ στρατιώτου. 20.00 Εἰδήσεις. 21.00 Συναυλία. 22.00 Εἰδήσεις. 22.30 Νέοι δίσκοι. 23.00 Λῆξις. — [413, 1130, 586, 1355]
cinema-listing: ΚΟΣΜΟΣ: «Ἡ πριγκίπισσα τῶν Ἰνδιῶν». ΚΡΟΝΟΣ: «Μιὰ ἑλληνικὴ ἱστορία». ΜΑΞΙΜ: «Ὁ θρύλος τοῦ Σάρπα». ΜΕΛΙΤΤΑ: «Ἡ μικρὴ μάγισσα». ΜΕΤΡΟΠΟΛ: «Ἡ ἐκδίκησις τοῦ Μονομάχου». ΟΑΣΙΣ: «Ὁ Ταρζάν ἐπιστρέφει». ΟΛΓΑ: «Αἱ σιδηραὶ κυρίαι». ΠΑΡΘΕΝΩΝ: «Οἱ κυνηγοὶ τοῦ Νείλου». ΡΕΞ: «Ἐπιχείρησις Θάλασσα». ΣΙΝΕΑΚ: «Ἐπίκαιρα». ΣΠΛΕΝΤΙΤ: «Ὁ Γλέντζος». ΤΡΙΑΝΟΝ: «Ὁ Ζορρὸ ἐκδικητής». ΦΙΛΙΠΠΕΙΟΝ: «Τὰ παιδιὰ τῆς Ἀθήνας». ΦΛΩΡΙΔΑ: «Ἔγκλημα στὰ παρασκήνια». — [218, 1704, 396, 1917]
article-headline: Δῶρα ἐκ Βασιλεύσεως Ἑλληνίδων Μαθητριῶν — [823, 1542, 924, 1605]
kicker: Κατὰ τὴν διάρκειαν συνεδρίου τῶν — [1016, 501, 1286, 520]
article-text: Ἐκδόθηκε ἡ ἀπόφασις διὰ τὴν συγκέντρωσιν τῶν ἐργαζομένων εἰς Θεσσαλονίκην. Ἡ ἀπόφασις αὐτὴ ἀποτελεῖ σημαντικὸν βῆμα διὰ τὴν ἐπίλυσιν τῶν προβλημάτων τῆς πόλεως. Τὰ μέτρα θὰ ἐφαρμοσθοῦν ἀμέσως. Οἱ ἁρμόδιοι ἐδήλωσαν ὅτι θὰ καταβληθῇ κάθε προσπάθεια διὰ τὴν ταχεῖαν ἐκτέλεσιν τοῦ προγράμματος. Εἰς τὸ πρόγραμμα περιλαμβάνονται ἔργα ὑποδομῆς, σχολεῖα καὶ νοσοκομεῖα. — [802, 72, 945, 340]
section-header-cinemas: ΟΙ ΚΙΝΗΜΑΤΟΓΡΑΦΟΙ — [218, 1246, 396, 1286]
article-headline: Ἡ διάλεξις τοῦ κ. Θεοδωράκη — [807, 1661, 940, 1692]
article-text: 18.30 Ἠχώ τῶν γεγονότων. 18.35 Παιδικὴ ἐκπομπή. 18.50 Ὁ Ἑλληνικὸς κινηματογράφος. 19.15 Ἀθλητικά. 19.35 Ἐκπομπὴ ποικιλιῶν. 20.00 Κινηματογραφικὴ ταινία. 20.30 Ἠχώ τῶν γεγονότων. 20.55 Ἡ ὥρα τῆς ἐπιστήμης. 21.30 Ταινία. 22.30 Εἰδήσεις. 23.00 Μουσική. 23.30 Εἰδήσεις. 23.50 Ἠχώ τῶν γεγονότων. — [8, 892, 201, 1032]
lead-subhead: Εἰς ἔνδειξιν διαμαρτυρίας διὰ τοὺς «ἀπηρχαιωμένους» κανονισμούς.— Περὶ σέξ καὶ σελήνης.— — [964, 1651, 1338, 1718]
article-text: Τὸ ἀμφιθέατρο μας γιατρὸς Ἀπολλώνιος Λιάνας ἐπέτυχε νὰ ἀναγορευθῇ τοῦ ἀκαδημαϊκοῦ καὶ πολιτικοῦ ἰατροῦ εὐχαριστοῦμε θερμά. Ὁ φίλος του καὶ συνάδελφος ΣΤΡΑΤΟΣ ΣΕΒΑΣΤΟΠΟΥΛΟΣ. Τοὺς φίλους μας θεοδόσιου καὶ Ἡρακλῆν ἐπέτυχον νὰ ἀποφοιτήσουν ἐκ τῆς φαρμακευτικῆς. Χαιρόμεθα καὶ συγχαίρομεν τὸν ἀγαπητόν μας τὸν γιόν μας ἐπιτυχόντα εἰς τὸν συνεπίστημον θεσμόν τῶν σταθμάρχων ἐπιστημονικῶν σπουδῶν. — [8, 138, 201, 335]
subhead: Μουσικὴ βραδυνὴ — [431, 1747, 568, 1763]
column-7 — [1349, 0, 1599, 2296]
article-text: ΛΟΝΔΙΝΟΝ, 23 (Ἠνωμ. Τύπος). — Τὸ Βρεταννικὸν Ὑπουργεῖον Ἀμύνης διεξάγει ἐρεύνας διὰ νὰ διαπιστώσῃ ἐὰν ἐνεφανίσθη ἰπτάμενος δίσκος ὑπεράνω τοῦ Λονδίνου, ὅπως ἀνέφεραν πολλοὶ κάτοικοι τῆς πόλεως. — [1357, 324, 1591, 408]
article-headline: Η «ΤΣΑΪΗΣ ΜΠΑΝΚ» ΕΜΕΙΩΣΕ ΤΟΝ ΤΟΚΟΝ — [1359, 1322, 1589, 1354]
article-text: Ἡ λογοτεχνικὴ βραδυὰ τῆς Χ.Α.Ν.Θ. θὰ πραγματοποιηθῇ τὴν προσεχῆ Πέμπτην εἰς τὴν αἴθουσαν τελετῶν. Θὰ ὁμιλήσουν ποιηταὶ καὶ λογοτέχναι τῆς πόλεως. — [802, 1896, 945, 1994]
article-text: ΚΑΣΤΟΡΙΑ, 23. — Ἐπὶ τῇ 30ῇ ἐπετείῳ τῆς ἀπελευθερώσεως τῆς Κορυτσᾶς, ἐτελέσθη δοξολογία εἰς τὸν Μητροπολιτικὸν ναόν. Μετὰ τὴν δοξολογίαν ἐκατατέθησαν στέφανοι. — [1145, 217, 1340, 301]
column-4 — [595, 0, 795, 2296]
article-text: ΒΟΣΤΩΝΗ, Μασαχουσέτη, 23. — Ὁ καθηγητὴς Χρίστιαν Μπάρναρντ ἐδήλωσεν ὅτι αἱ μεταμοσχεύσεις καρδίας δὲν εἶναι πλέον τῆς μόδας. Ὁ Νοτιοαφρικανὸς χειρουργὸς εἶπεν ὅτι μόνον ὀλίγα κέντρα θὰ συνεχίσουν τὰς ἐγχειρήσεις αὐτάς. — [1357, 485, 1591, 569]
subhead: Β' ΠΡΟΓΡΑΜΜΑ — [413, 879, 525, 894]
article-headline: ΑΕΡΟΠΟΡΙΚΗ «ΚΟΙΝΟΠΡΑΞΙΑ» ΤΟΥΡΚΙΑΣ — ΓΑΛΛΙΑΣ — [1361, 1075, 1587, 1122]
